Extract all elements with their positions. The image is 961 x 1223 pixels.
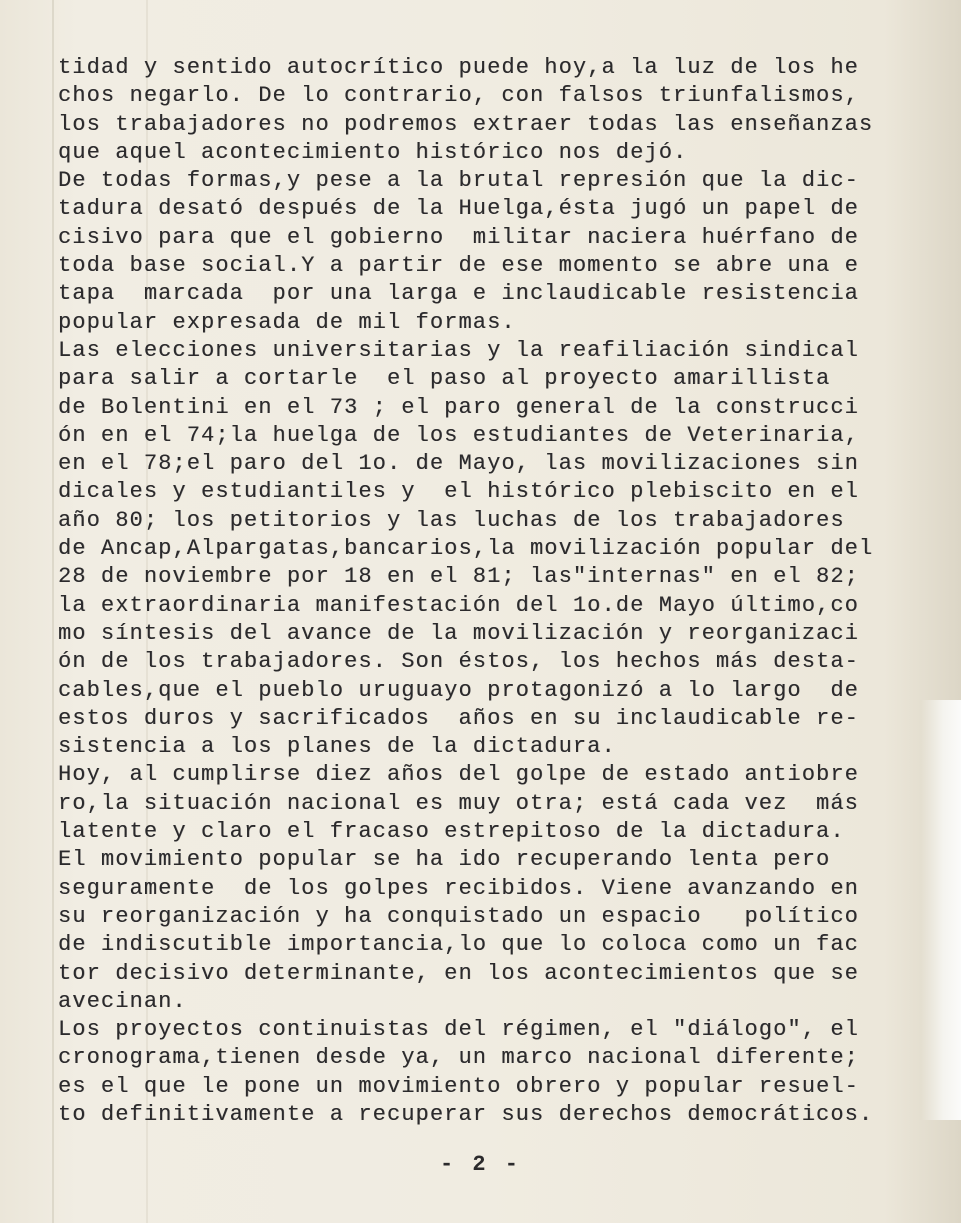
text-line: para salir a cortarle el paso al proyecto amarillista (58, 366, 831, 392)
typewritten-text-block (58, 54, 888, 1129)
text-line: Las elecciones universitarias y la reafiliación sindical (58, 337, 859, 363)
text-line: estos duros y sacrificados años en su inclaudicable re- (58, 705, 859, 731)
text-line: to definitivamente a recuperar sus derechos democráticos. (58, 1101, 874, 1127)
text-line: El movimiento popular se ha ido recuperando lenta pero (58, 847, 831, 873)
text-line: de Bolentini en el 73 ; el paro general de la construcci (58, 394, 859, 420)
text-line: que aquel acontecimiento histórico nos dejó. (58, 139, 688, 165)
text-line: sistencia a los planes de la dictadura. (58, 734, 616, 760)
text-line: ro,la situación nacional es muy otra; está cada vez más (58, 790, 859, 816)
text-line: ón de los trabajadores. Son éstos, los hechos más desta- (58, 649, 859, 675)
text-line: tidad y sentido autocrítico puede hoy,a la luz de los he (58, 55, 859, 80)
text-line: toda base social.Y a partir de ese momento se abre una e (58, 253, 859, 279)
text-line: de indiscutible importancia,lo que lo coloca como un fac (58, 932, 859, 958)
paper-fold-left (52, 0, 54, 1223)
text-line: año 80; los petitorios y las luchas de los trabajadores (58, 507, 845, 533)
text-line: latente y claro el fracaso estrepitoso de la dictadura. (58, 819, 845, 845)
text-line: dicales y estudiantiles y el histórico plebiscito en el (58, 479, 859, 505)
text-line: ón en el 74;la huelga de los estudiantes de Veterinaria, (58, 422, 859, 448)
paper-worn-edge (921, 700, 961, 1120)
text-line: tadura desató después de la Huelga,ésta jugó un papel de (58, 196, 859, 222)
text-line: Los proyectos continuistas del régimen, el "diálogo", el (58, 1017, 859, 1043)
text-line: en el 78;el paro del 1o. de Mayo, las movilizaciones sin (58, 451, 859, 477)
text-line: De todas formas,y pese a la brutal represión que la dic- (58, 168, 859, 194)
text-line: tapa marcada por una larga e inclaudicable resistencia (58, 281, 859, 307)
text-line: su reorganización y ha conquistado un espacio político (58, 903, 859, 929)
text-line: 28 de noviembre por 18 en el 81; las"internas" en el 82; (58, 564, 859, 590)
text-line: seguramente de los golpes recibidos. Viene avanzando en (58, 875, 859, 901)
text-line: mo síntesis del avance de la movilización y reorganizaci (58, 620, 859, 646)
text-line: cronograma,tienen desde ya, un marco nacional diferente; (58, 1045, 859, 1071)
text-line: cables,que el pueblo uruguayo protagonizó a lo largo de (58, 677, 859, 703)
text-line: popular expresada de mil formas. (58, 309, 516, 335)
text-line: los trabajadores no podremos extraer todas las enseñanzas (58, 111, 874, 137)
page-number: - 2 - (439, 1152, 521, 1177)
text-line: la extraordinaria manifestación del 1o.de Mayo último,co (58, 592, 859, 618)
text-line: avecinan. (58, 988, 187, 1014)
text-line: cisivo para que el gobierno militar naciera huérfano de (58, 224, 859, 250)
text-line: es el que le pone un movimiento obrero y popular resuel- (58, 1073, 859, 1099)
text-line: tor decisivo determinante, en los acontecimientos que se (58, 960, 859, 986)
text-line: chos negarlo. De lo contrario, con falsos triunfalismos, (58, 83, 859, 109)
text-line: de Ancap,Alpargatas,bancarios,la movilización popular del (58, 536, 874, 562)
text-line: Hoy, al cumplirse diez años del golpe de estado antiobre (58, 762, 859, 788)
